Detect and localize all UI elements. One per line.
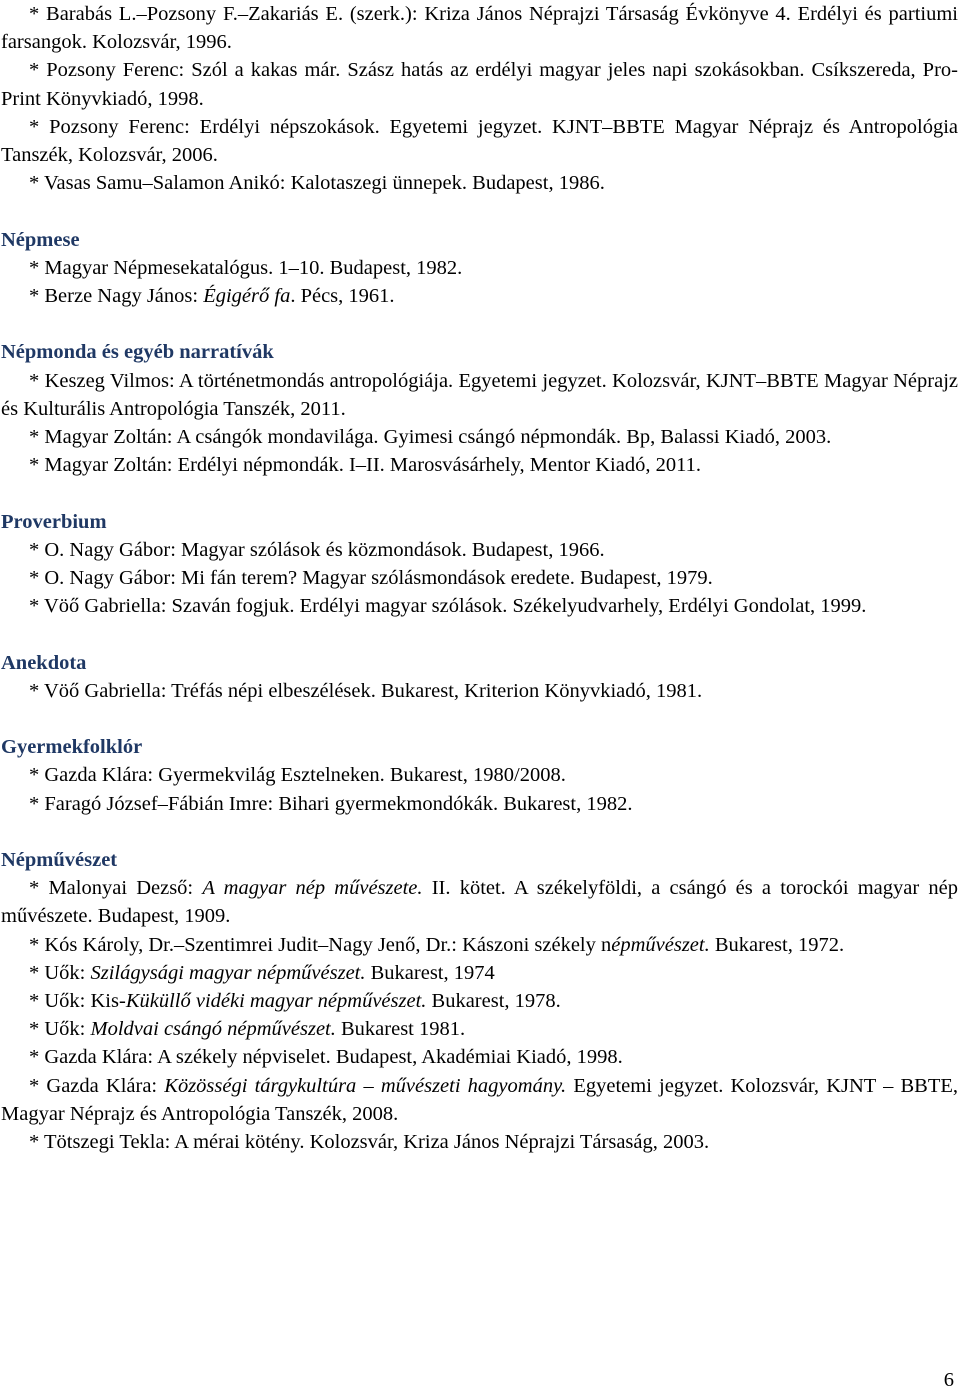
section-heading: Népművészet [1, 849, 118, 871]
entry-title-italic: épművészet. [611, 933, 710, 956]
entry-text: * Gazda Klára: Gyermekvilág Esztelneken. Bukarest, 1980/2008. [29, 764, 566, 787]
section-spacer [1, 620, 958, 648]
bibliography-section [1, 620, 958, 705]
entry-text: * Uők: [29, 1018, 91, 1041]
entry-text: * Gazda Klára: [29, 1074, 165, 1097]
bibliography-entry [1, 1128, 958, 1156]
section-heading: Gyermekfolklór [1, 736, 143, 759]
bibliography-section [1, 479, 958, 620]
entry-text: * Vöő Gabriella: Tréfás népi elbeszélések. Bukarest, Kriterion Könyvkiadó, 1981. [29, 679, 703, 702]
section-spacer [1, 818, 958, 846]
entry-text: . Pécs, 1961. [290, 285, 395, 308]
page-number: 6 [943, 1369, 954, 1391]
entry-text: * Magyar Zoltán: Erdélyi népmondák. I–II. Marosvásárhely, Mentor Kiadó, 2011. [29, 454, 701, 477]
bibliography-entry [1, 1043, 958, 1071]
entry-text: Egyetemi jegyzet. Kolozsvár, KJNT – BBTE, Magyar Néprajz és Antropológia Tanszék, 2008. [1, 1074, 958, 1125]
section-heading: Népmonda és egyéb narratívák [1, 341, 274, 364]
entry-text: * Pozsony Ferenc: Erdélyi népszokások. Egyetemi jegyzet. KJNT–BBTE Magyar Néprajz és Antropológia Tanszék, Kolozsvár, 2006. [1, 115, 958, 167]
entry-title-italic: Égigérő fa [203, 285, 291, 308]
entry-text: * Faragó József–Fábián Imre: Bihari gyermekmondókák. Bukarest, 1982. [29, 792, 633, 815]
bibliography-entry [1, 254, 958, 282]
entry-text: * Tötszegi Tekla: A mérai kötény. Kolozsvár, Kriza János Néprajzi Társaság, 2003. [29, 1131, 710, 1154]
section-spacer [1, 310, 958, 338]
bibliography-entry [1, 790, 958, 818]
entry-title-italic: Moldvai csángó népművészet. [90, 1018, 336, 1041]
bibliography-entry [1, 874, 958, 930]
bibliography-section [1, 310, 958, 479]
bibliography-entry [1, 677, 958, 705]
bibliography-entry [1, 451, 958, 479]
entry-text: * Uők: [29, 961, 91, 984]
bibliography-entry [1, 987, 958, 1015]
bibliography-section [1, 197, 958, 310]
section-spacer [1, 197, 958, 225]
entry-text: * Barabás L.–Pozsony F.–Zakariás E. (szerk.): Kriza János Néprajzi Társaság Évkönyve 4. Erdélyi és partiumi farsangok. Kolozsvár, 1996. [1, 3, 958, 54]
section-heading: Népmese [1, 228, 80, 251]
bibliography-body [1, 0, 958, 1156]
bibliography-entry [1, 169, 958, 197]
section-heading: Anekdota [1, 651, 87, 674]
bibliography-entry [1, 536, 958, 564]
entry-title-italic: Közösségi tárgykultúra – művészeti hagyomány. [164, 1074, 567, 1097]
entry-title-italic: Szilágysági magyar népművészet. [90, 961, 366, 984]
entry-text: * Gazda Klára: A székely népviselet. Budapest, Akadémiai Kiadó, 1998. [29, 1046, 623, 1069]
bibliography-entry [1, 423, 958, 451]
bibliography-section [1, 818, 958, 1156]
bibliography-entry [1, 1015, 958, 1043]
bibliography-entry [1, 761, 958, 789]
bibliography-entry [1, 282, 958, 310]
entry-text: * Uők: Kis- [29, 990, 126, 1013]
bibliography-entry [1, 367, 958, 423]
section-spacer [1, 479, 958, 507]
bibliography-entry [1, 1072, 958, 1128]
entry-text: * Vasas Samu–Salamon Anikó: Kalotaszegi ünnepek. Budapest, 1986. [29, 172, 605, 195]
entry-text: * Magyar Zoltán: A csángók mondavilága. Gyimesi csángó népmondák. Bp, Balassi Kiadó, 2003. [29, 426, 832, 449]
entry-text: II. kötet. A székelyföldi, a csángó és a torockói magyar nép művészete. Budapest, 1909. [1, 877, 958, 928]
entry-text: * Malonyai Dezső: [29, 877, 203, 900]
bibliography-entry [1, 564, 958, 592]
bibliography-entry [1, 592, 958, 620]
entry-text: * Vöő Gabriella: Szaván fogjuk. Erdélyi magyar szólások. Székelyudvarhely, Erdélyi Gondolat, 1999. [29, 595, 867, 618]
entry-text: * O. Nagy Gábor: Magyar szólások és közmondások. Budapest, 1966. [29, 538, 605, 561]
bibliography-entry [1, 0, 958, 56]
section-spacer [1, 705, 958, 733]
bibliography-entry [1, 959, 958, 987]
entry-title-italic: Küküllő vidéki magyar népművészet. [125, 990, 427, 1013]
bibliography-section [1, 705, 958, 818]
entry-text: * Berze Nagy János: [29, 285, 204, 308]
entry-text: * Magyar Népmesekatalógus. 1–10. Budapest, 1982. [29, 256, 463, 279]
entry-text: Bukarest, 1974 [365, 961, 495, 984]
entry-text: Bukarest, 1972. [709, 933, 845, 956]
bibliography-entry [1, 113, 958, 169]
entry-text: * Keszeg Vilmos: A történetmondás antropológiája. Egyetemi jegyzet. Kolozsvár, KJNT–BBTE Magyar Néprajz és Kulturális Antropológia Tanszék, 2011. [1, 369, 958, 420]
entry-text: Bukarest 1981. [335, 1018, 466, 1041]
entry-text: * Kós Károly, Dr.–Szentimrei Judit–Nagy Jenő, Dr.: Kászoni székely n [29, 933, 612, 956]
document-page [1, 0, 958, 1156]
entry-title-italic: A magyar nép művészete. [202, 877, 423, 900]
entry-text: * Pozsony Ferenc: Szól a kakas már. Szász hatás az erdélyi magyar jeles napi szokásokban. Csíkszereda, Pro-Print Könyvkiadó, 1998. [1, 59, 958, 110]
bibliography-entry [1, 56, 958, 112]
bibliography-entry [1, 931, 958, 959]
section-heading: Proverbium [1, 510, 107, 533]
entry-text: Bukarest, 1978. [426, 990, 561, 1013]
entry-text: * O. Nagy Gábor: Mi fán terem? Magyar szólásmondások eredete. Budapest, 1979. [29, 567, 713, 590]
bibliography-section [1, 0, 958, 197]
